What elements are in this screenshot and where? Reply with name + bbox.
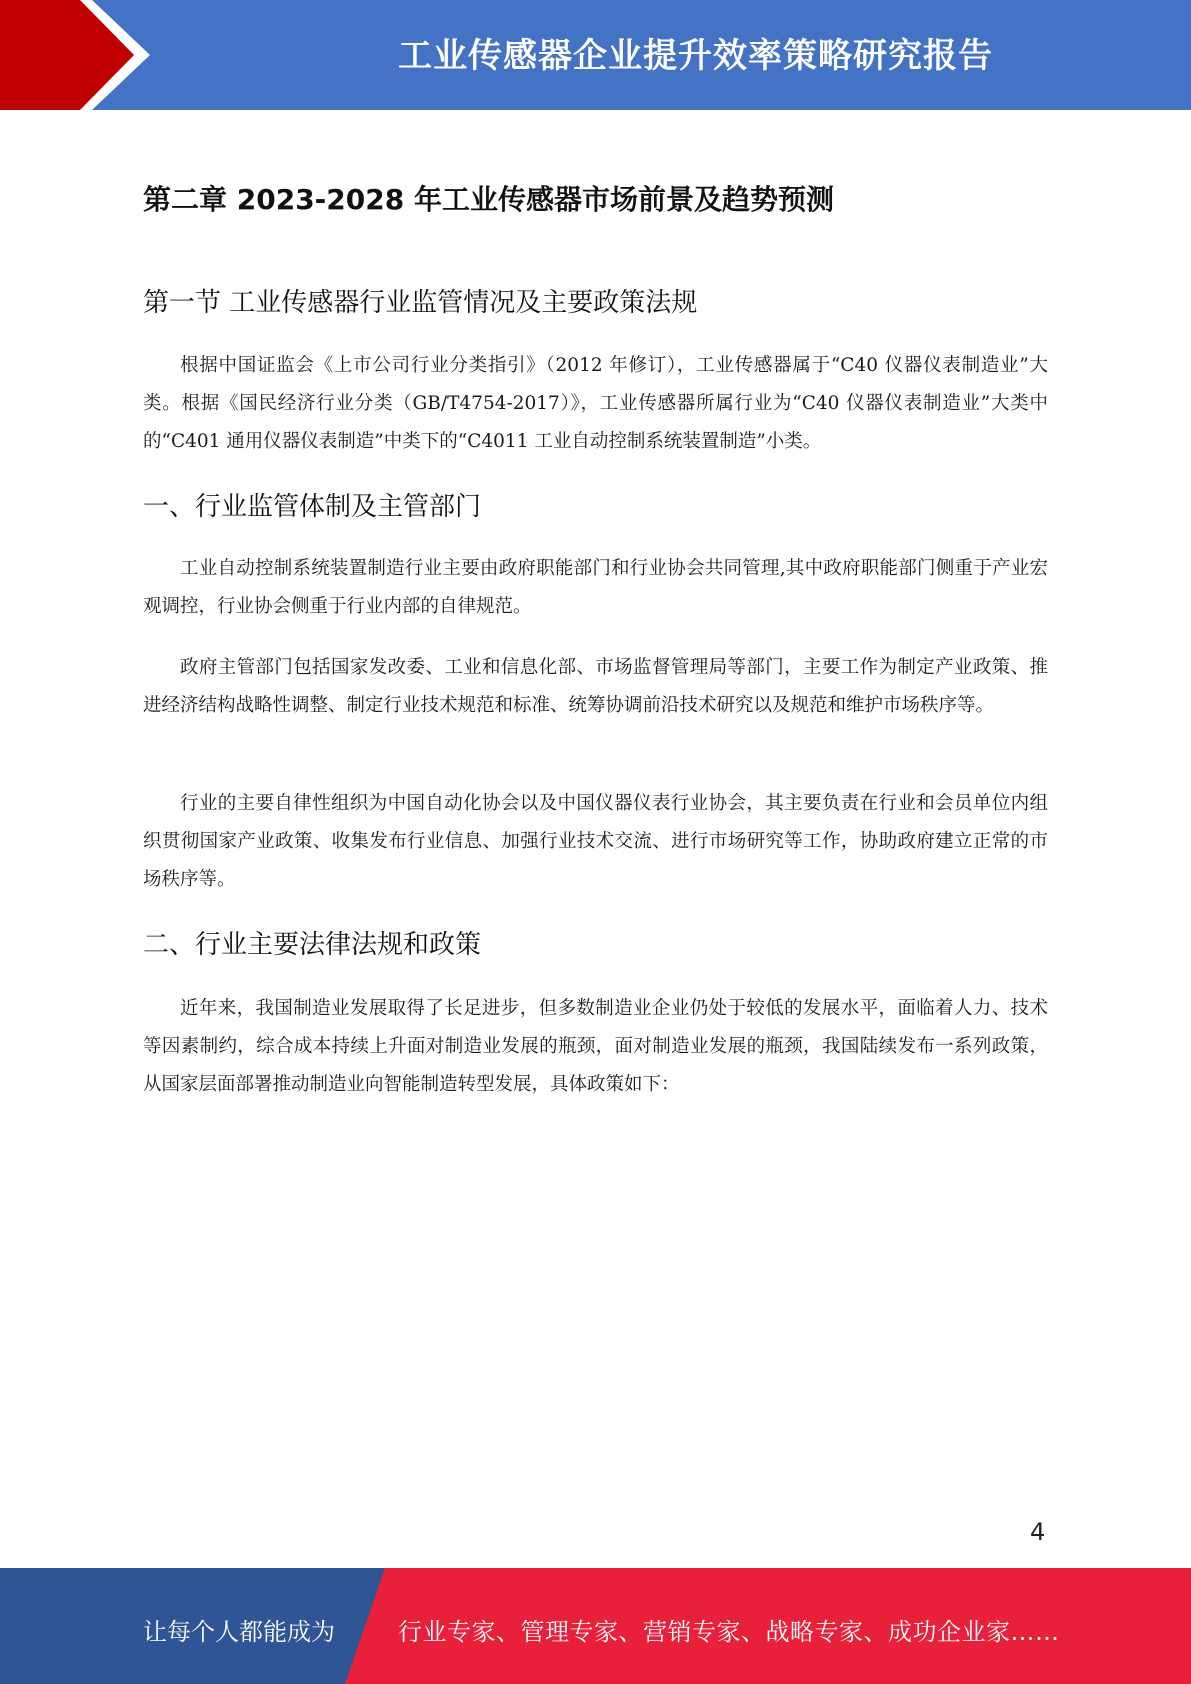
page-number: 4 xyxy=(1030,1518,1046,1546)
paragraph: 行业的主要自律性组织为中国自动化协会以及中国仪器仪表行业协会，其主要负责在行业和会员单位内组织贯彻国家产业政策、收集发布行业信息、加强行业技术交流、进行市场研究等工作，协助政府建立正常的市场秩序等。 xyxy=(143,793,1048,890)
paragraph: 根据中国证监会《上市公司行业分类指引》（2012 年修订），工业传感器属于“C40 仪器仪表制造业”大类。根据《国民经济行业分类（GB/T4754-2017）》，工业传感器所属行业为“C40 仪器仪表制造业”大类中的“C401 通用仪器仪表制造”中类下的“C4011 工业自动控制系统装置制造”小类。 xyxy=(143,355,1048,452)
header-arrow-decoration xyxy=(0,0,160,110)
paragraph: 政府主管部门包括国家发改委、工业和信息化部、市场监督管理局等部门，主要工作为制定产业政策、推进经济结构战略性调整、制定行业技术规范和标准、统筹协调前沿技术研究以及规范和维护市场秩序等。 xyxy=(143,657,1048,716)
chapter-title: 第二章 2023-2028 年工业传感器市场前景及趋势预测 xyxy=(143,183,834,216)
footer-slogan-left: 让每个人都能成为 xyxy=(143,1618,335,1646)
report-title: 工业传感器企业提升效率策略研究报告 xyxy=(398,36,993,76)
section-title: 第一节 工业传感器行业监管情况及主要政策法规 xyxy=(143,288,698,318)
subsection-title: 二、行业主要法律法规和政策 xyxy=(143,930,482,960)
page-header xyxy=(0,0,1191,110)
paragraph: 近年来，我国制造业发展取得了长足进步，但多数制造业企业仍处于较低的发展水平，面临着人力、技术等因素制约，综合成本持续上升面对制造业发展的瓶颈，面对制造业发展的瓶颈，我国陆续发布一系列政策，从国家层面部署推动制造业向智能制造转型发展，具体政策如下： xyxy=(143,998,1048,1095)
subsection-title: 一、行业监管体制及主管部门 xyxy=(143,492,482,522)
footer-slogan-right: 行业专家、管理专家、营销专家、战略专家、成功企业家…… xyxy=(398,1618,1060,1646)
page-footer xyxy=(0,1568,1191,1684)
paragraph: 工业自动控制系统装置制造行业主要由政府职能部门和行业协会共同管理,其中政府职能部门侧重于产业宏观调控，行业协会侧重于行业内部的自律规范。 xyxy=(143,558,1048,617)
